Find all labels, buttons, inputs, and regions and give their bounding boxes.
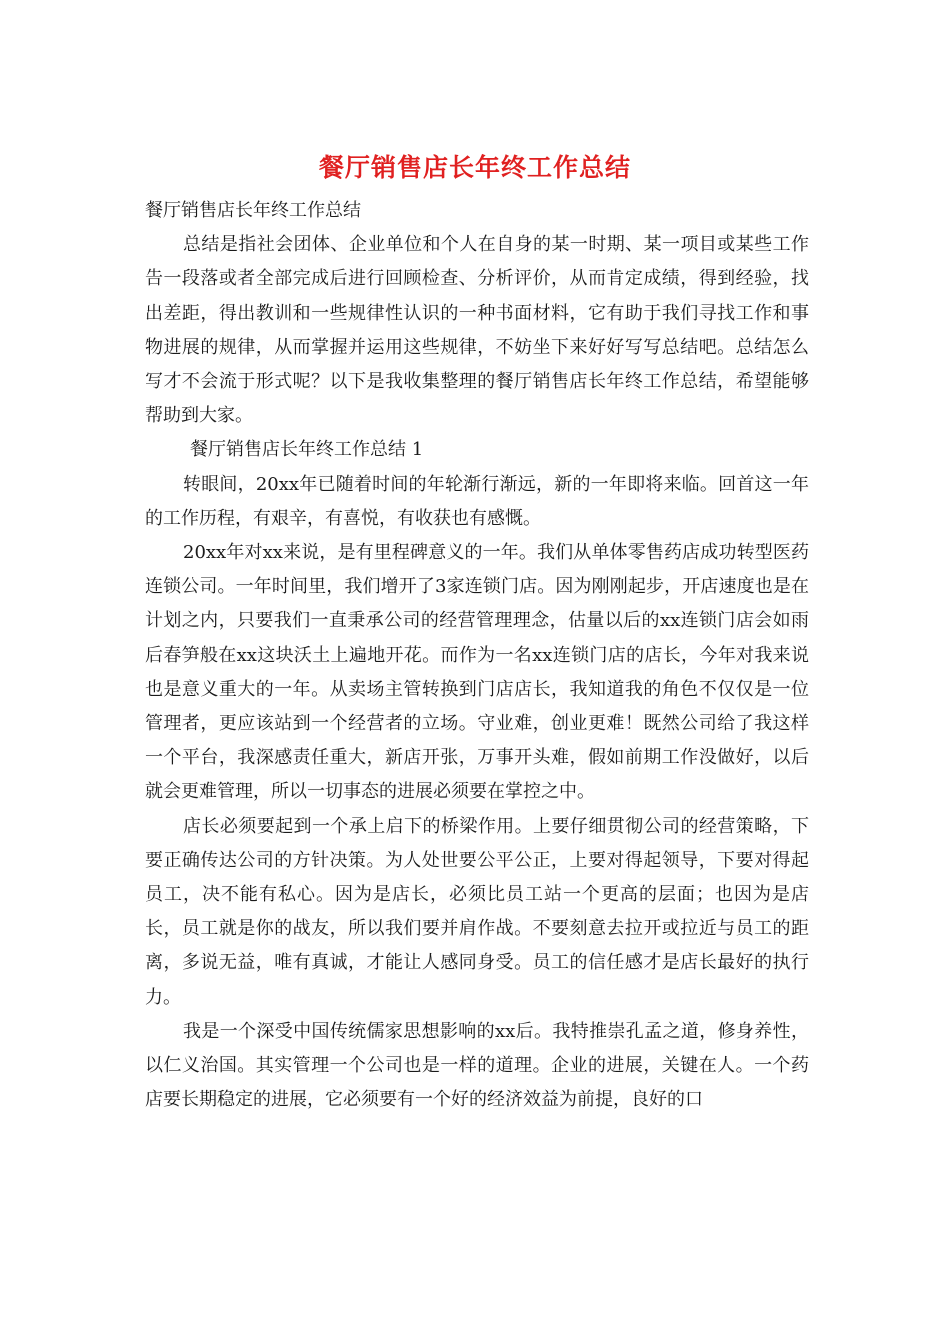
body-paragraph: 店长必须要起到一个承上启下的桥梁作用。上要仔细贯彻公司的经营策略，下要正确传达公司的方针决策。为人处世要公平公正，上要对得起领导，下要对得起员工，决不能有私心。因为是店长，必须比员工站一个更高的层面；也因为是店长，员工就是你的战友，所以我们要并肩作战。不要刻意去拉开或拉近与员工的距离，多说无益，唯有真诚，才能让人感同身受。员工的信任感才是店长最好的执行力。 xyxy=(145,815,809,1008)
document-subtitle: 餐厅销售店长年终工作总结 xyxy=(145,200,361,221)
body-paragraph: 我是一个深受中国传统儒家思想影响的xx后。我特推崇孔孟之道，修身养性，以仁义治国。其实管理一个公司也是一样的道理。企业的进展，关键在人。一个药店要长期稳定的进展，它必须要有一个好的经济效益为前提，良好的口 xyxy=(145,1020,809,1111)
document-body xyxy=(145,194,809,1117)
body-paragraph: 转眼间，20xx年已随着时间的年轮渐行渐远，新的一年即将来临。回首这一年的工作历程，有艰辛，有喜悦，有收获也有感慨。 xyxy=(145,473,809,529)
intro-paragraph: 总结是指社会团体、企业单位和个人在自身的某一时期、某一项目或某些工作告一段落或者全部完成后进行回顾检查、分析评价，从而肯定成绩，得到经验，找出差距，得出教训和一些规律性认识的一种书面材料，它有助于我们寻找工作和事物进展的规律，从而掌握并运用这些规律，不妨坐下来好好写写总结吧。总结怎么写才不会流于形式呢？以下是我收集整理的餐厅销售店长年终工作总结，希望能够帮助到大家。 xyxy=(145,234,809,427)
body-paragraph: 20xx年对xx来说，是有里程碑意义的一年。我们从单体零售药店成功转型医药连锁公司。一年时间里，我们增开了3家连锁门店。因为刚刚起步，开店速度也是在计划之内，只要我们一直秉承公司的经营管理理念，估量以后的xx连锁门店会如雨后春笋般在xx这块沃土上遍地开花。而作为一名xx连锁门店的店长，今年对我来说也是意义重大的一年。从卖场主管转换到门店店长，我知道我的角色不仅仅是一位管理者，更应该站到一个经营者的立场。守业难，创业更难！既然公司给了我这样一个平台，我深感责任重大，新店开张，万事开头难，假如前期工作没做好，以后就会更难管理，所以一切事态的进展必须要在掌控之中。 xyxy=(145,542,809,803)
document-title: 餐厅销售店长年终工作总结 xyxy=(318,153,631,182)
section-heading: 餐厅销售店长年终工作总结 1 xyxy=(190,439,424,461)
